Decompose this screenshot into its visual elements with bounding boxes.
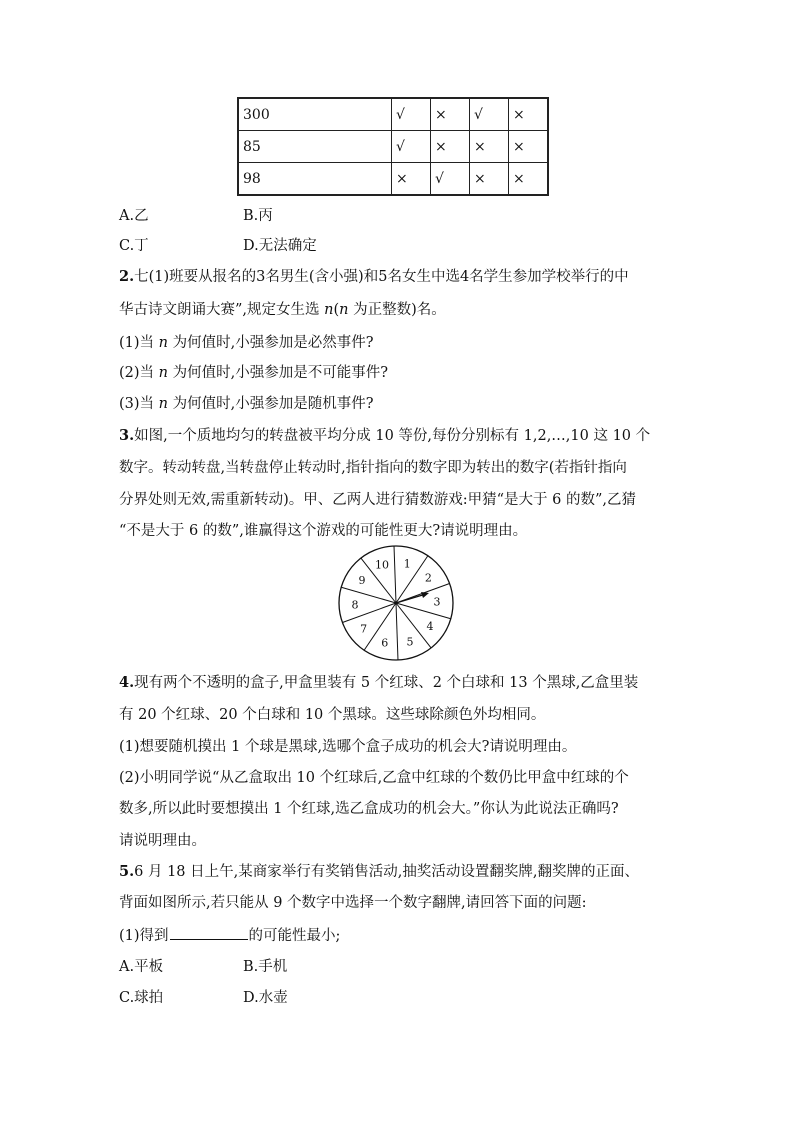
q5-option-d: D.水壶 <box>243 990 288 1006</box>
wheel-number: 5 <box>406 635 414 649</box>
q4-number: 4. <box>119 674 135 691</box>
q2-line-1 <box>119 267 629 287</box>
wheel-divider <box>364 603 396 650</box>
q5-option-a: A.平板 <box>119 959 164 975</box>
q2-part-2-post: 为何值时,小强参加是不可能事件? <box>168 365 388 381</box>
table-cell: × <box>431 98 470 131</box>
table-row-label: 300 <box>238 98 392 131</box>
wheel-number: 7 <box>360 622 368 636</box>
q2-text-2c: 为正整数)名。 <box>348 302 446 318</box>
q2-text-1: 七(1)班要从报名的3名男生(含小强)和5名女生中选4名学生参加学校举行的中 <box>134 269 629 285</box>
q2-part-2 <box>119 363 388 383</box>
table-cell: × <box>392 163 431 196</box>
q5-option-b: B.手机 <box>243 959 288 975</box>
table-cell: × <box>509 131 549 163</box>
wheel-number: 4 <box>426 619 434 633</box>
wheel-number: 1 <box>403 557 411 571</box>
wheel-divider <box>396 603 451 619</box>
q1-option-d: D.无法确定 <box>243 238 317 254</box>
q2-part-1-pre: (1)当 <box>119 335 159 351</box>
q4-line-6: 请说明理由。 <box>119 833 206 849</box>
q2-number: 2. <box>119 268 135 285</box>
table-cell: × <box>470 131 509 163</box>
table-cell: √ <box>392 131 431 163</box>
q5-number: 5. <box>119 863 135 880</box>
q5-part-1-pre: (1)得到 <box>119 928 169 944</box>
table-cell: × <box>470 163 509 196</box>
q2-var-n: n <box>324 302 334 318</box>
q2-var-n: n <box>339 302 349 318</box>
q4-line-4: (2)小明同学说“从乙盒取出 10 个红球后,乙盒中红球的个数仍比甲盒中红球的个 <box>119 770 629 786</box>
q2-part-1-post: 为何值时,小强参加是必然事件? <box>168 335 374 351</box>
q2-var-n: n <box>158 335 168 351</box>
wheel-number: 10 <box>374 558 389 572</box>
q5-text-1: 6 月 18 日上午,某商家举行有奖销售活动,抽奖活动设置翻奖牌,翻奖牌的正面、 <box>134 864 639 880</box>
q1-option-a: A.乙 <box>119 208 149 224</box>
q3-line-3: 分界处则无效,需重新转动)。甲、乙两人进行猜数游戏:甲猜“是大于 6 的数”,乙猜 <box>119 492 637 508</box>
q1-option-b: B.丙 <box>243 208 273 224</box>
q2-part-2-pre: (2)当 <box>119 365 159 381</box>
q2-part-3 <box>119 394 374 414</box>
table-row <box>238 131 548 163</box>
q2-part-1 <box>119 333 374 353</box>
table-cell: × <box>509 98 549 131</box>
table-row-label: 85 <box>238 131 392 163</box>
q2-var-n: n <box>158 365 168 381</box>
q3-text-1: 如图,一个质地均匀的转盘被平均分成 10 等份,每份分别标有 1,2,…,10 这 10 个 <box>134 428 651 444</box>
q4-line-1 <box>119 673 638 693</box>
q4-text-1: 现有两个不透明的盒子,甲盒里装有 5 个红球、2 个白球和 13 个黑球,乙盒里装 <box>134 675 639 691</box>
q3-line-2: 数字。转动转盘,当转盘停止转动时,指针指向的数字即为转出的数字(若指针指向 <box>119 460 627 476</box>
q2-text-2b: ( <box>333 302 340 318</box>
q2-var-n: n <box>158 396 168 412</box>
results-table <box>237 97 549 196</box>
answer-blank[interactable] <box>170 925 248 940</box>
q5-part-1-post: 的可能性最小; <box>248 928 341 944</box>
q3-number: 3. <box>119 427 135 444</box>
wheel-divider <box>394 546 396 603</box>
wheel-number: 9 <box>358 574 366 588</box>
table-cell: × <box>431 131 470 163</box>
q5-part-1 <box>119 925 340 946</box>
q2-line-2 <box>119 300 446 320</box>
q2-part-3-post: 为何值时,小强参加是随机事件? <box>168 396 374 412</box>
q5-line-1 <box>119 862 639 882</box>
table-row <box>238 163 548 196</box>
pointer-arrowhead <box>421 592 429 598</box>
table-cell: √ <box>470 98 509 131</box>
q3-line-4: “不是大于 6 的数”,谁赢得这个游戏的可能性更大?请说明理由。 <box>119 523 528 539</box>
table-row <box>238 98 548 131</box>
wheel-number: 6 <box>381 636 389 650</box>
q5-line-2: 背面如图所示,若只能从 9 个数字中选择一个数字翻牌,请回答下面的问题: <box>119 895 587 911</box>
wheel-number: 2 <box>424 571 432 585</box>
spinner-wheel-figure <box>336 543 460 663</box>
q2-part-3-pre: (3)当 <box>119 396 159 412</box>
pointer-arrow <box>396 594 426 603</box>
q3-line-1 <box>119 426 650 446</box>
table-cell: √ <box>431 163 470 196</box>
table-cell: × <box>509 163 549 196</box>
table-cell: √ <box>392 98 431 131</box>
q2-text-2a: 华古诗文朗诵大赛”,规定女生选 <box>119 302 325 318</box>
q4-line-3: (1)想要随机摸出 1 个球是黑球,选哪个盒子成功的机会大?请说明理由。 <box>119 739 577 755</box>
q5-option-c: C.球拍 <box>119 990 164 1006</box>
q1-option-c: C.丁 <box>119 238 149 254</box>
wheel-divider <box>396 603 398 660</box>
wheel-divider <box>341 587 396 603</box>
wheel-number: 8 <box>351 598 359 612</box>
table-row-label: 98 <box>238 163 392 196</box>
q4-line-5: 数多,所以此时要想摸出 1 个红球,选乙盒成功的机会大。”你认为此说法正确吗? <box>119 801 619 817</box>
wheel-number: 3 <box>433 595 441 609</box>
wheel-divider <box>342 603 396 622</box>
q4-line-2: 有 20 个红球、20 个白球和 10 个黑球。这些球除颜色外均相同。 <box>119 707 546 723</box>
